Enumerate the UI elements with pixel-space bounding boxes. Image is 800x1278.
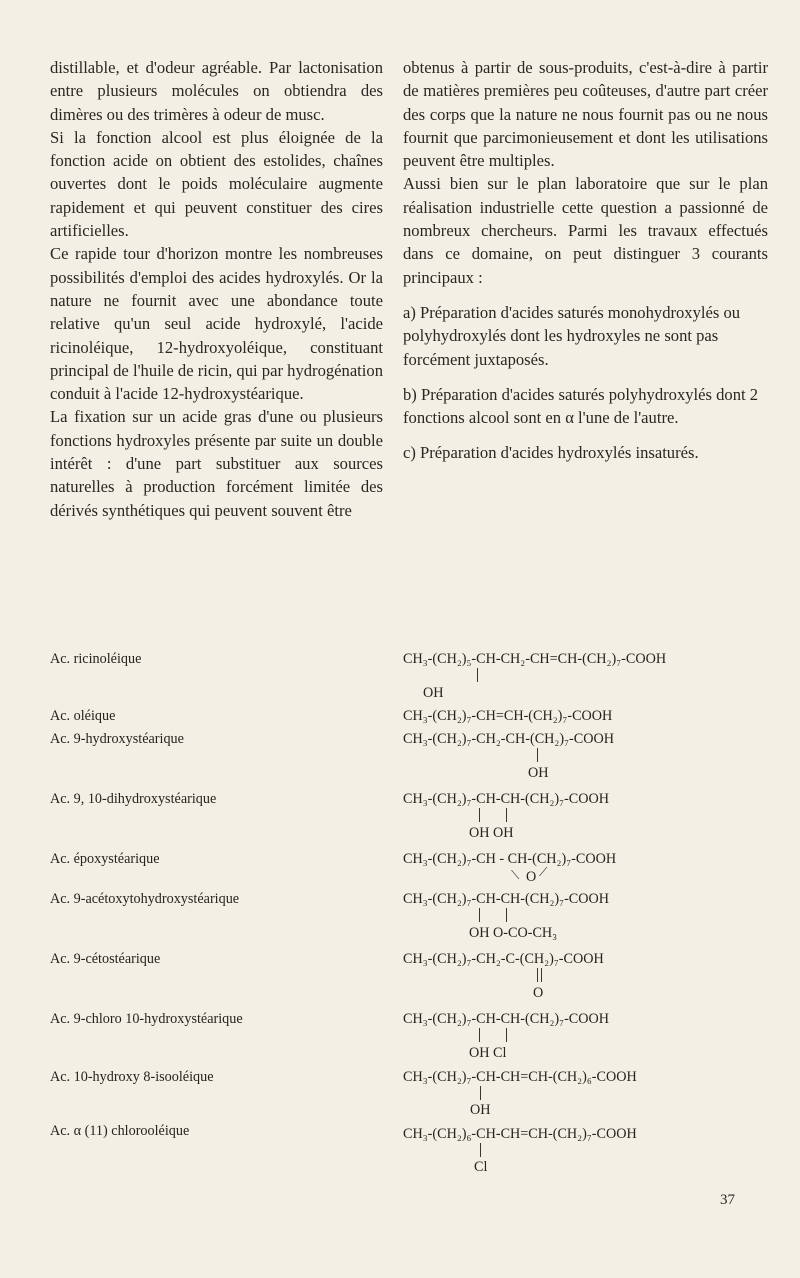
paragraph: Aussi bien sur le plan laboratoire que sur le plan réalisation industrielle cette question a passionné de nombreux chercheurs. Parmi les travaux effectués dans ce domaine, on peut distinguer 3 courants principaux : (403, 174, 768, 287)
list-item: c) Préparation d'acides hydroxylés insaturés. (403, 443, 699, 463)
bond-line (506, 908, 507, 922)
acid-name: Ac. 9-acétoxytohydroxystéarique (50, 891, 240, 907)
formula-substituent: OH (423, 685, 444, 701)
bond-line (480, 1143, 481, 1157)
acid-name: Ac. époxystéarique (50, 851, 160, 867)
acid-name: Ac. 9, 10-dihydroxystéarique (50, 791, 217, 807)
formula: CH₃-(CH₂)₇-CH - CH-(CH₂)₇-COOH (403, 851, 617, 867)
bond-line (477, 668, 478, 682)
acid-name: Ac. ricinoléique (50, 651, 142, 667)
acid-name: Ac. 10-hydroxy 8-isooléique (50, 1069, 214, 1085)
formula-substituent: OH OH (469, 825, 514, 841)
bond-line (537, 968, 538, 982)
paragraph: obtenus à partir de sous-produits, c'est-à-dire à partir de matières premières peu coûteuses, d'autre part créer des corps que la nature ne nous fournit pas ou ne nous fournit que parcimonieusement et dont les utilisations peuvent être multiples. (403, 58, 768, 171)
formula: CH₃-(CH₂)₅-CH-CH₂-CH=CH-(CH₂)₇-COOH (403, 651, 667, 667)
right-column (403, 56, 768, 465)
formula-substituent: OH (528, 765, 549, 781)
bond-line (541, 968, 542, 982)
formula: CH₃-(CH₂)₇-CH-CH-(CH₂)₇-COOH (403, 1011, 609, 1027)
formula: CH₃-(CH₂)₇-CH₂-C-(CH₂)₇-COOH (403, 951, 604, 967)
page-number: 37 (720, 1192, 735, 1208)
epoxide-bond-left: ⟍ (511, 868, 520, 882)
paragraph: Si la fonction alcool est plus éloignée de la fonction acide on obtient des estolides, chaînes ouvertes dont le poids moléculaire augmente rapidement et qui peuvent constituer des cires artificielles. (50, 127, 383, 241)
formula: CH₃-(CH₂)₇-CH-CH-(CH₂)₇-COOH (403, 791, 609, 807)
bond-line (506, 808, 507, 822)
paragraph: La fixation sur un acide gras d'une ou plusieurs fonctions hydroxyles présente par suite un double intérêt : d'une part substituer aux sources naturelles à production forcément limitée des dérivés synthétiques qui peuvent souvent être (50, 407, 383, 520)
formula-substituent: Cl (474, 1159, 488, 1175)
formula: CH₃-(CH₂)₇-CH-CH-(CH₂)₇-COOH (403, 891, 609, 907)
bond-line (480, 1086, 481, 1100)
bond-line (506, 1028, 507, 1042)
list-item: a) Préparation d'acides saturés monohydroxylés ou polyhydroxylés dont les hydroxyles ne sont pas forcément juxtaposés. (403, 302, 741, 369)
formula-substituent: OH (470, 1102, 491, 1118)
formula-substituent: OH Cl (469, 1045, 507, 1061)
bond-line (479, 1028, 480, 1042)
paragraph: distillable, et d'odeur agréable. Par lactonisation entre plusieurs molécules on obtiendra des dimères ou des trimères à odeur de musc. (50, 58, 383, 124)
bond-line (479, 908, 480, 922)
formula-substituent: O (526, 869, 537, 885)
formula: CH₃-(CH₂)₇-CH-CH=CH-(CH₂)₆-COOH (403, 1069, 637, 1085)
formula-substituent: OH O-CO-CH₃ (469, 925, 558, 941)
bond-line (479, 808, 480, 822)
left-column (50, 56, 383, 522)
acid-name: Ac. oléique (50, 708, 116, 724)
paragraph: Ce rapide tour d'horizon montre les nombreuses possibilités d'emploi des acides hydroxylés. Or la nature ne fournit avec une abondance toute relative qu'un seul acide hydroxylé, l'acide ricinoléique, 12-hydroxyoléique, constituant principal de l'huile de ricin, qui par hydrogénation conduit à l'acide 12-hydroxystéarique. (50, 244, 383, 404)
list-item: b) Préparation d'acides saturés polyhydroxylés dont 2 fonctions alcool sont en α l'une de l'autre. (403, 384, 759, 428)
bond-line (537, 748, 538, 762)
formula-substituent: O (533, 985, 544, 1001)
acid-name: Ac. α (11) chlorooléique (50, 1123, 190, 1139)
formula: CH₃-(CH₂)₇-CH₂-CH-(CH₂)₇-COOH (403, 731, 614, 747)
epoxide-bond-right: ⟋ (539, 865, 548, 879)
acid-name: Ac. 9-hydroxystéarique (50, 731, 184, 747)
acid-name: Ac. 9-chloro 10-hydroxystéarique (50, 1011, 243, 1027)
formula: CH₃-(CH₂)₇-CH=CH-(CH₂)₇-COOH (403, 708, 613, 724)
formula: CH₃-(CH₂)₆-CH-CH=CH-(CH₂)₇-COOH (403, 1126, 637, 1142)
acid-name: Ac. 9-cétostéarique (50, 951, 161, 967)
